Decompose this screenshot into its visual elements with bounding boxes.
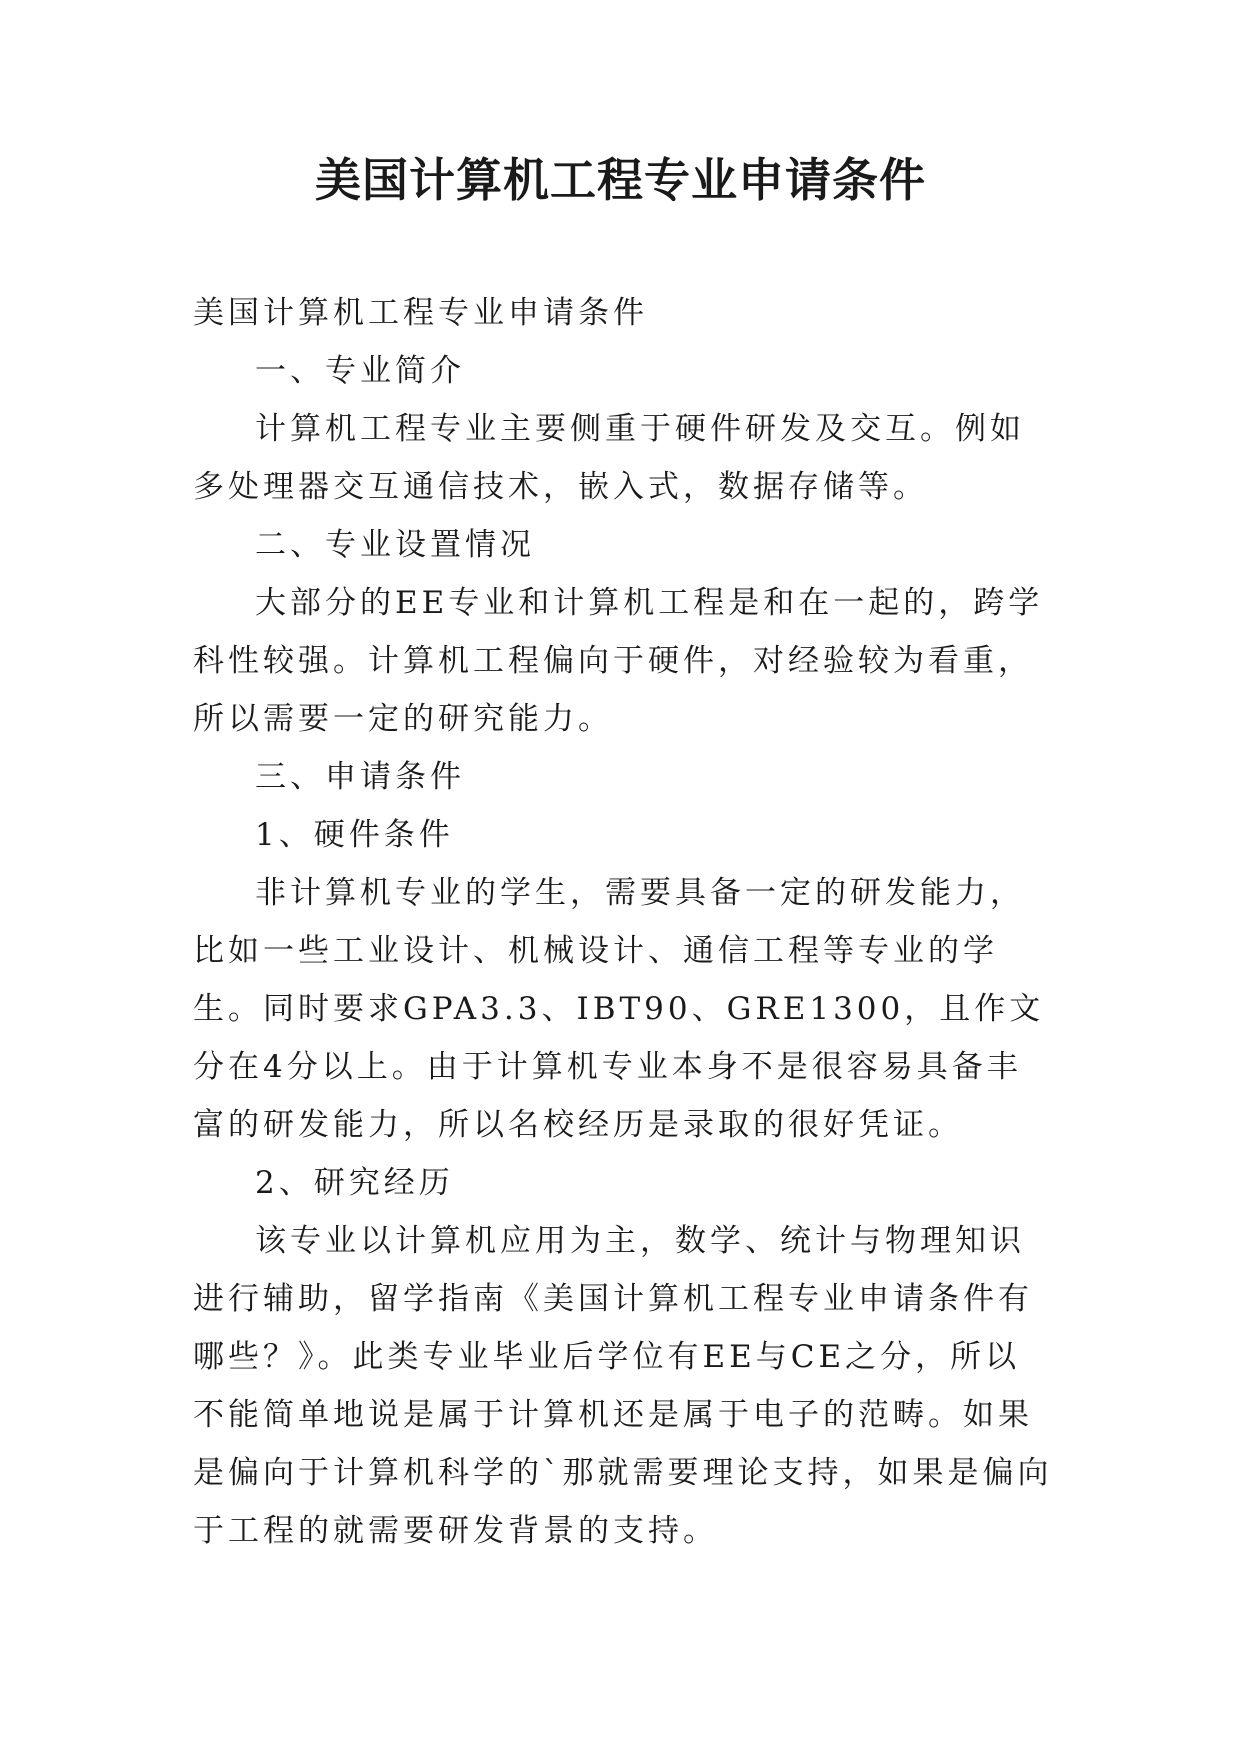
paragraph-heading-repeat: 美国计算机工程专业申请条件 [193,295,648,331]
paragraph-hard-requirements: 非计算机专业的学生，需要具备一定的研发能力，比如一些工业设计、机械设计、通信工程等专业的学生。同时要求GPA3.3、IBT90、GRE1300，且作文分在4分以上。由于计算机专业本身不是很容易具备丰富的研发能力，所以名校经历是录取的很好凭证。 [193,875,1045,1143]
paragraph-research: 该专业以计算机应用为主，数学、统计与物理知识进行辅助，留学指南《美国计算机工程专业申请条件有哪些？》。此类专业毕业后学位有EE与CE之分，所以不能简单地说是属于计算机还是属于电子的范畴。如果是偏向于计算机科学的`那就需要理论支持，如果是偏向于工程的就需要研发背景的支持。 [193,1223,1053,1549]
section-heading-intro: 一、专业简介 [255,353,465,389]
paragraph-setup: 大部分的EE专业和计算机工程是和在一起的，跨学科性较强。计算机工程偏向于硬件，对经验较为看重，所以需要一定的研究能力。 [193,585,1044,737]
subsection-heading-hard-requirements: 1、硬件条件 [255,817,454,853]
paragraph-intro: 计算机工程专业主要侧重于硬件研发及交互。例如多处理器交互通信技术，嵌入式，数据存储等。 [193,411,1025,505]
document-body [193,284,1055,1560]
subsection-heading-research: 2、研究经历 [255,1165,454,1201]
section-heading-setup: 二、专业设置情况 [255,527,535,563]
section-heading-requirements: 三、申请条件 [255,759,465,795]
document-title: 美国计算机工程专业申请条件 [315,153,926,207]
